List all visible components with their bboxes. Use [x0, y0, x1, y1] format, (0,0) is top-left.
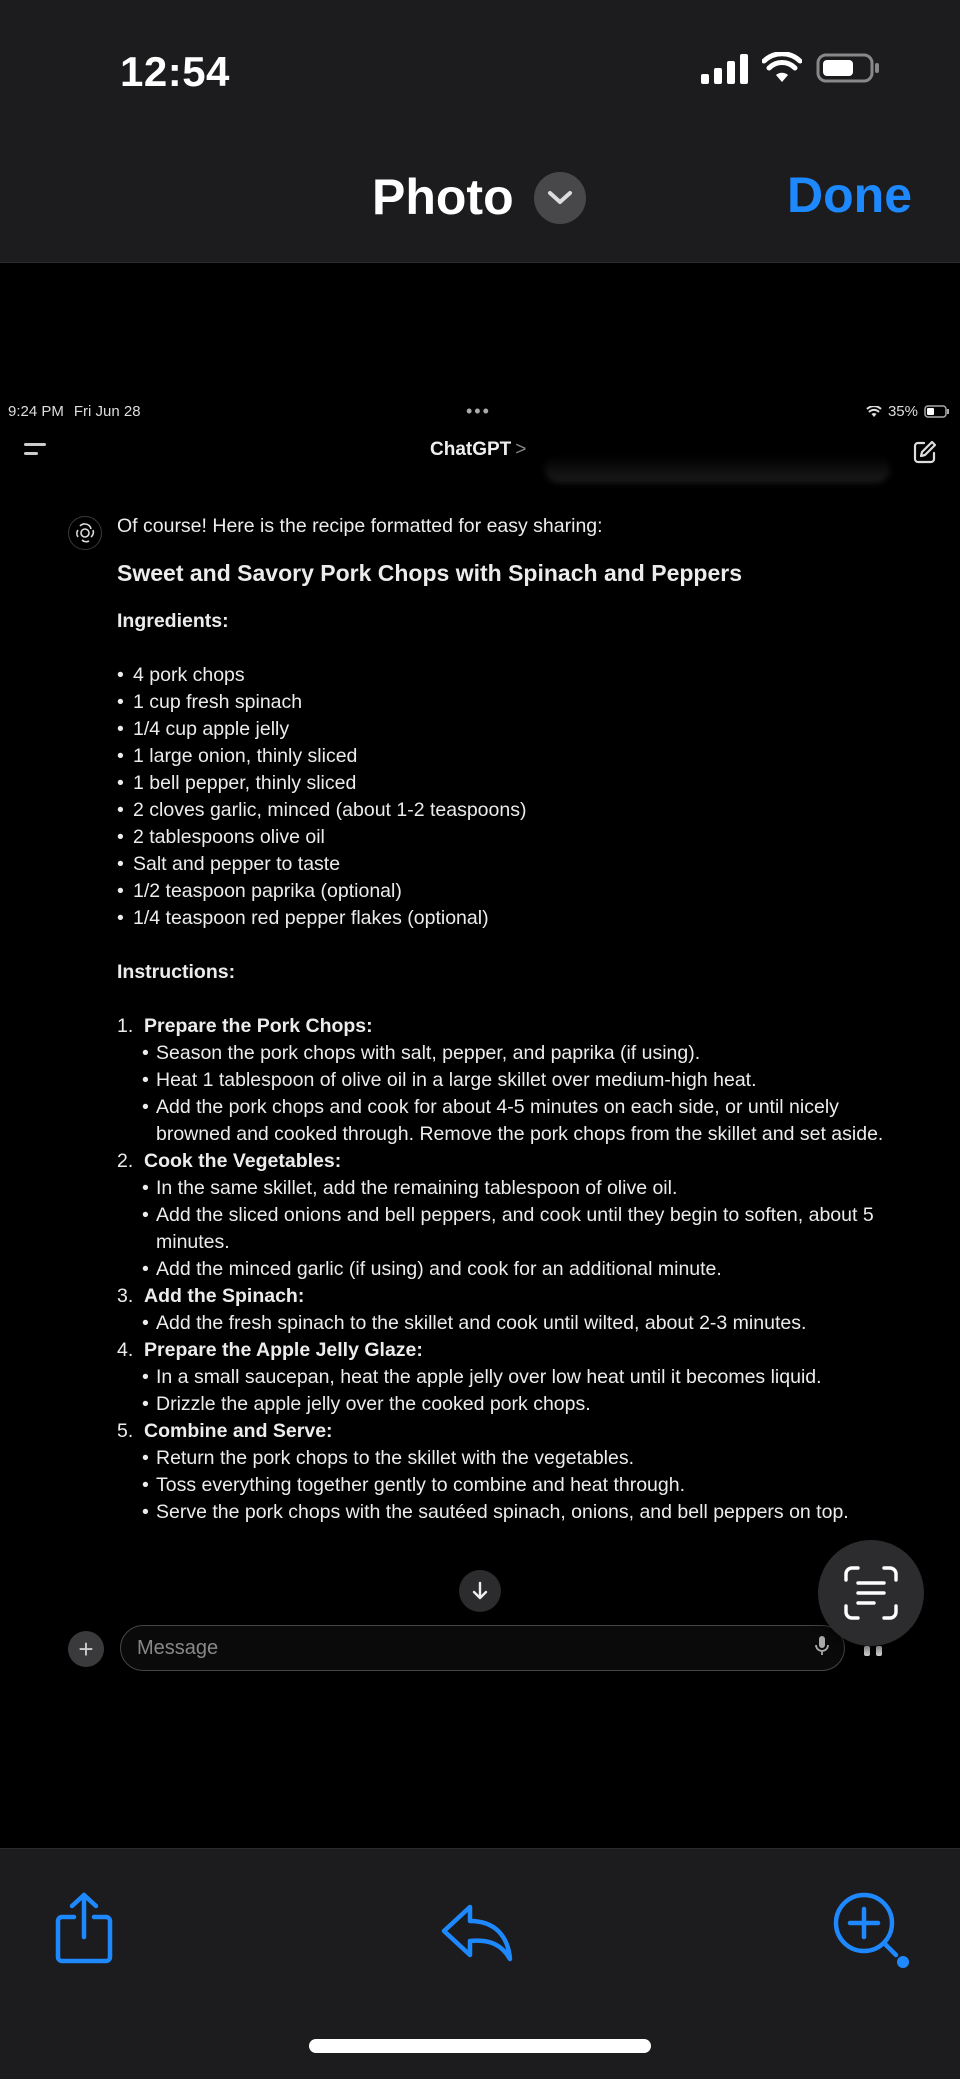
mic-icon[interactable]: [814, 1635, 830, 1662]
ingredients-heading: Ingredients:: [117, 610, 229, 632]
inner-status-time: 9:24 PM: [8, 403, 64, 420]
ingredient-item: • 4 pork chops: [117, 662, 897, 689]
step-item: • Drizzle the apple jelly over the cooked pork chops.: [117, 1391, 897, 1418]
step-item: • In a small saucepan, heat the apple jelly over low heat until it becomes liquid.: [117, 1364, 897, 1391]
live-text-icon[interactable]: [818, 1540, 924, 1646]
step-title: Prepare the Apple Jelly Glaze:: [144, 1339, 423, 1361]
status-time: 12:54: [120, 48, 230, 95]
ingredient-item: • 2 tablespoons olive oil: [117, 824, 897, 851]
scroll-down-button[interactable]: [459, 1570, 501, 1612]
step-item: • Heat 1 tablespoon of olive oil in a large skillet over medium-high heat.: [117, 1067, 897, 1094]
step-item: • Return the pork chops to the skillet with the vegetables.: [117, 1445, 897, 1472]
step-number: 3.: [117, 1285, 134, 1307]
share-icon[interactable]: [52, 1891, 116, 1970]
step-title: Prepare the Pork Chops:: [144, 1015, 373, 1037]
wifi-icon: [866, 406, 882, 418]
instructions-heading: Instructions:: [117, 961, 236, 983]
ingredient-item: • Salt and pepper to taste: [117, 851, 897, 878]
multitask-dots-icon: •••: [466, 401, 491, 421]
instruction-step: [117, 1283, 897, 1337]
ingredient-item: • 2 cloves garlic, minced (about 1-2 teaspoons): [117, 797, 897, 824]
step-item: • In the same skillet, add the remaining tablespoon of olive oil.: [117, 1175, 897, 1202]
battery-icon: [924, 405, 950, 418]
ingredient-item: • 1 large onion, thinly sliced: [117, 743, 897, 770]
step-number: 2.: [117, 1150, 134, 1172]
chat-title-chevron: >: [515, 439, 527, 460]
instruction-step: [117, 1013, 897, 1148]
composer-bar: [0, 1623, 960, 1677]
photo-viewer-header: [0, 0, 960, 263]
done-button[interactable]: Done: [787, 167, 912, 223]
step-item: • Add the pork chops and cook for about 4-5 minutes on each side, or until nicely browned and cooked through. Remove the pork chops from the skillet and set aside.: [117, 1094, 897, 1148]
step-title: Combine and Serve:: [144, 1420, 333, 1442]
inner-status-date: Fri Jun 28: [73, 403, 141, 420]
chatgpt-logo-icon: [68, 516, 102, 550]
instruction-step: [117, 1418, 897, 1526]
photo-content: [0, 263, 960, 1848]
step-item: • Toss everything together gently to combine and heat through.: [117, 1472, 897, 1499]
step-number: 4.: [117, 1339, 134, 1361]
step-item: • Season the pork chops with salt, pepper, and paprika (if using).: [117, 1040, 897, 1067]
ingredient-item: • 1 cup fresh spinach: [117, 689, 897, 716]
step-title: Add the Spinach:: [144, 1285, 305, 1307]
blurred-banner: [545, 455, 890, 483]
arrow-down-icon: [471, 1581, 489, 1601]
instructions-list: [117, 1013, 897, 1526]
step-number: 5.: [117, 1420, 134, 1442]
new-chat-icon[interactable]: [912, 439, 938, 470]
instruction-step: [117, 1148, 897, 1283]
ingredient-item: • 1/2 teaspoon paprika (optional): [117, 878, 897, 905]
step-item: • Add the fresh spinach to the skillet and cook until wilted, about 2-3 minutes.: [117, 1310, 897, 1337]
step-title: Cook the Vegetables:: [144, 1150, 342, 1172]
chat-title[interactable]: [430, 439, 526, 461]
ingredient-item: • 1 bell pepper, thinly sliced: [117, 770, 897, 797]
chat-nav-bar: [0, 433, 960, 473]
markup-icon[interactable]: [830, 1889, 914, 1978]
message-intro: Of course! Here is the recipe formatted for easy sharing:: [117, 515, 603, 537]
reply-icon[interactable]: [440, 1901, 514, 1970]
inner-status-right: [866, 403, 950, 420]
menu-icon[interactable]: [24, 443, 48, 461]
home-indicator: [309, 2039, 651, 2053]
message-input[interactable]: Message: [120, 1625, 845, 1671]
photo-viewer-toolbar: [0, 1848, 960, 2079]
signal-icon: [701, 52, 748, 84]
plus-icon[interactable]: +: [68, 1631, 104, 1667]
step-item: • Add the minced garlic (if using) and cook for an additional minute.: [117, 1256, 897, 1283]
recipe-title: Sweet and Savory Pork Chops with Spinach and Peppers: [117, 560, 742, 586]
ingredients-list: [117, 662, 897, 932]
inner-status-bar: [8, 403, 141, 420]
status-icons: [701, 52, 880, 84]
viewer-title: Photo: [372, 169, 514, 225]
step-item: • Add the sliced onions and bell peppers, and cook until they begin to soften, about 5 minutes.: [117, 1202, 897, 1256]
ingredient-item: • 1/4 cup apple jelly: [117, 716, 897, 743]
ingredient-item: • 1/4 teaspoon red pepper flakes (optional): [117, 905, 897, 932]
chat-title-text: ChatGPT: [430, 439, 512, 460]
chatgpt-screenshot: [0, 393, 960, 1685]
step-item: • Serve the pork chops with the sautéed spinach, onions, and bell peppers on top.: [117, 1499, 897, 1526]
instruction-step: [117, 1337, 897, 1418]
chevron-down-icon[interactable]: [534, 172, 586, 224]
inner-battery-text: 35%: [887, 403, 918, 420]
wifi-icon: [762, 52, 802, 84]
battery-icon: [816, 52, 880, 84]
step-number: 1.: [117, 1015, 134, 1037]
assistant-message: [117, 513, 897, 1526]
